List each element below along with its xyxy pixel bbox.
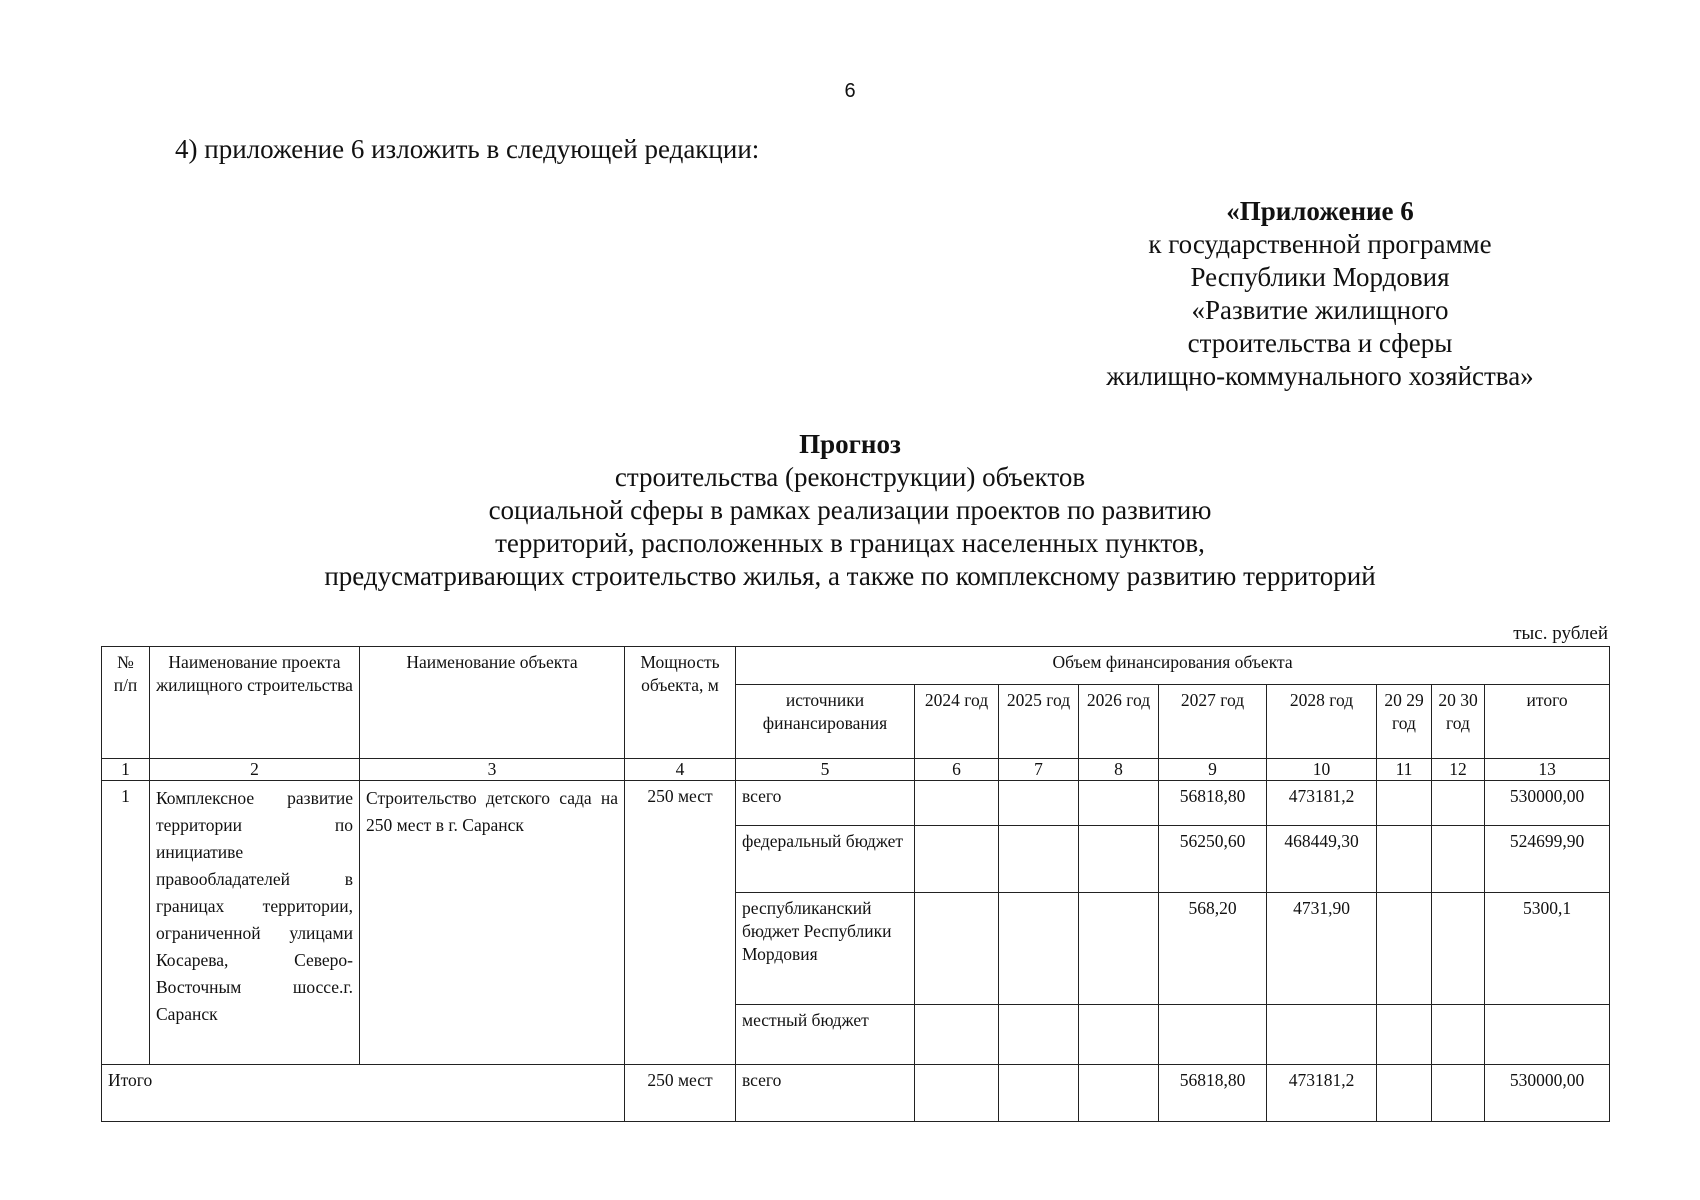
title-line: предусматривающих строительство жилья, а также по комплексному развитию территорий [324,561,1376,591]
column-number: 11 [1377,759,1432,781]
total-label: Итого [102,1064,625,1121]
source-name: республиканский бюджет Республики Мордовия [736,893,915,1004]
total-row [102,1064,1610,1121]
source-name: всего [736,781,915,826]
appendix-line: Республики Мордовия [1190,262,1450,292]
header-total: итого [1485,685,1610,759]
column-number: 13 [1485,759,1610,781]
value-total: 530000,00 [1485,781,1610,826]
column-number: 12 [1432,759,1485,781]
appendix-line: строительства и сферы [1187,328,1453,358]
document-title [0,428,1700,593]
appendix-heading: «Приложение 6 [1226,196,1414,226]
title-line: социальной сферы в рамках реализации проектов по развитию [488,495,1212,525]
value-2027: 56250,60 [1159,826,1267,893]
header-row [102,647,1610,685]
header-num: № п/п [102,647,150,759]
header-year-2026: 2026 год [1079,685,1159,759]
column-number: 5 [736,759,915,781]
value-2028: 473181,2 [1267,781,1377,826]
value-2028: 468449,30 [1267,826,1377,893]
appendix-line: к государственной программе [1148,229,1492,259]
value-total: 5300,1 [1485,893,1610,1004]
source-name: федеральный бюджет [736,826,915,893]
value-total: 524699,90 [1485,826,1610,893]
column-number: 7 [999,759,1079,781]
header-source: источники финансирования [736,685,915,759]
column-number: 6 [915,759,999,781]
title-line: строительства (реконструкции) объектов [614,462,1086,492]
header-year-2029: 20 29 год [1377,685,1432,759]
total-2027: 56818,80 [1159,1064,1267,1121]
column-number: 2 [150,759,360,781]
total-capacity: 250 мест [625,1064,736,1121]
header-year-2028: 2028 год [1267,685,1377,759]
appendix-line: жилищно-коммунального хозяйства» [1106,361,1534,391]
column-number: 3 [360,759,625,781]
value-2028 [1267,1004,1377,1064]
row-capacity: 250 мест [625,781,736,1065]
units-label: тыс. рублей [1513,623,1608,644]
table-row [102,781,1610,826]
total-2028: 473181,2 [1267,1064,1377,1121]
header-capacity: Мощность объекта, м [625,647,736,759]
value-2027: 56818,80 [1159,781,1267,826]
source-name: местный бюджет [736,1004,915,1064]
column-number-row [102,759,1610,781]
row-project-name: Комплексное развитие территории по инициативе правообладателей в границах территории, ограниченной улицами Косарева, Северо-Восточным шоссе.г. Саранск [150,781,360,1065]
value-2027 [1159,1004,1267,1064]
column-number: 9 [1159,759,1267,781]
column-number: 4 [625,759,736,781]
value-total [1485,1004,1610,1064]
row-num: 1 [102,781,150,1065]
header-year-2030: 20 30 год [1432,685,1485,759]
page-number: 6 [844,80,856,102]
title-line: территорий, расположенных в границах населенных пунктов, [495,528,1205,558]
header-financing: Объем финансирования объекта [736,647,1610,685]
row-object-name: Строительство детского сада на 250 мест в г. Саранск [360,781,625,1065]
header-year-2024: 2024 год [915,685,999,759]
title-main: Прогноз [799,429,901,459]
forecast-table [101,646,1610,1122]
header-object: Наименование объекта [360,647,625,759]
header-project: Наименование проекта жилищного строительства [150,647,360,759]
total-sum: 530000,00 [1485,1064,1610,1121]
column-number: 1 [102,759,150,781]
column-number: 10 [1267,759,1377,781]
column-number: 8 [1079,759,1159,781]
appendix-line: «Развитие жилищного [1191,295,1449,325]
appendix-header [1020,195,1620,393]
value-2028: 4731,90 [1267,893,1377,1004]
header-year-2025: 2025 год [999,685,1079,759]
header-year-2027: 2027 год [1159,685,1267,759]
value-2027: 568,20 [1159,893,1267,1004]
intro-paragraph: 4) приложение 6 изложить в следующей редакции: [175,134,760,164]
total-source: всего [736,1064,915,1121]
